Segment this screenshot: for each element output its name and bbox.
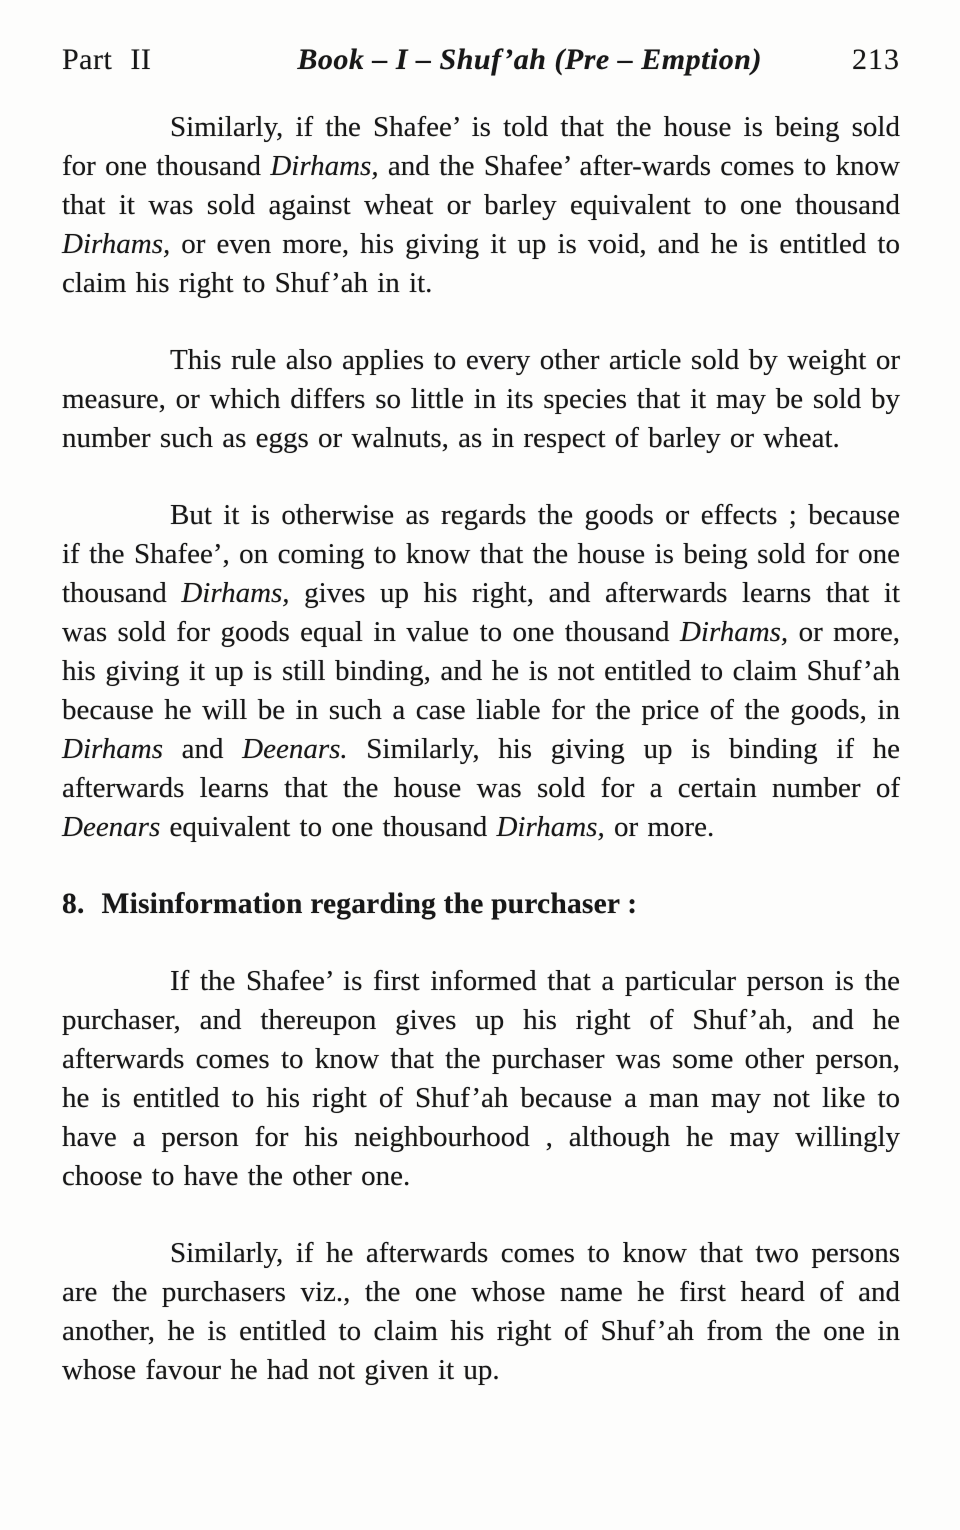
paragraph	[62, 962, 900, 1196]
text-run: and	[163, 733, 243, 765]
text-run: This rule also applies to every other article sold by weight or measure, or which differs so little in its species that it may be sold by number such as eggs or walnuts, as in respect of barley or wheat.	[62, 344, 900, 454]
paragraph	[62, 496, 900, 847]
text-run: Similarly, if he afterwards comes to know that two persons are the purchasers viz., the one whose name he first heard of and another, he is entitled to claim his right of Shuf’ah from the one in whose favour he had not given it up.	[62, 1237, 900, 1386]
italic-term: Dirhams	[62, 733, 163, 765]
text-run: Similarly, if the Shafee’ is told that the house is being sold for one thousand	[62, 111, 900, 182]
italic-term: Dirhams,	[62, 228, 171, 260]
paragraph	[62, 108, 900, 303]
italic-term: Dirhams,	[496, 811, 605, 843]
text-run: and the Shafee’ after-wards comes to know that it was sold against wheat or barley equivalent to one thousand	[62, 150, 900, 221]
text-run: But it is otherwise as regards the goods or effects ; because if the Shafee’, on coming to know that the house is being sold for one thousand	[62, 499, 900, 609]
page-body	[62, 108, 900, 1390]
book-title: Book – I – Shuf’ah (Pre – Emption)	[297, 43, 762, 76]
text-run: or even more, his giving it up is void, and he is entitled to claim his right to Shuf’ah in it.	[62, 228, 900, 299]
text-run: Similarly, his giving up is binding if he afterwards learns that the house was sold for a certain number of	[62, 733, 901, 804]
paragraph	[62, 1234, 900, 1390]
page-header	[62, 44, 900, 76]
section-heading	[62, 885, 900, 924]
section-number: 8.	[62, 888, 85, 920]
text-run: If the Shafee’ is first informed that a particular person is the purchaser, and thereupon gives up his right of Shuf’ah, and he afterwards comes to know that the purchaser was some other person, he is entitled to his right of Shuf’ah because a man may not like to have a person for his neighbourhood , although he may willingly choose to have the other one.	[62, 965, 900, 1192]
italic-term: Dirhams,	[270, 150, 379, 182]
italic-term: Deenars	[62, 811, 161, 843]
part-label: Part II	[62, 43, 152, 76]
italic-term: Dirhams,	[679, 616, 789, 648]
text-run: or more, his giving it up is still binding, and he is not entitled to claim Shuf’ah because he will be in such a case liable for the price of the goods, in	[62, 616, 900, 726]
section-title: Misinformation regarding the purchaser :	[101, 888, 638, 920]
italic-term: Dirhams,	[181, 577, 290, 609]
text-run: or more.	[604, 811, 715, 843]
italic-term: Deenars.	[242, 733, 348, 765]
page-number: 213	[852, 43, 900, 76]
text-run: equivalent to one thousand	[160, 811, 497, 843]
paragraph	[62, 341, 900, 458]
text-run: gives up his right, and afterwards learns that it was sold for goods equal in value to one thousand	[62, 577, 901, 648]
